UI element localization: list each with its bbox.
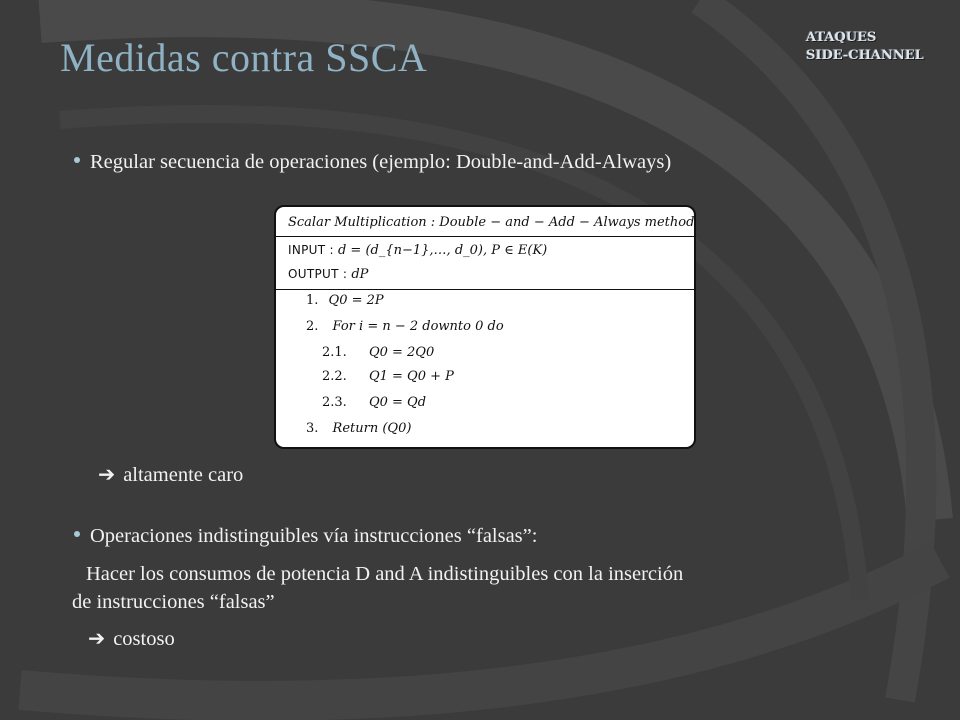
algo-output xyxy=(288,267,368,282)
right-arrow-icon: ➔ xyxy=(98,462,116,486)
algo-step-text: For i = n − 2 downto 0 do xyxy=(332,319,504,334)
algo-step-text: Q0 = 2Q0 xyxy=(368,345,435,360)
section-tag-line2: SIDE-CHANNEL xyxy=(806,48,924,63)
result-text: altamente caro xyxy=(123,464,244,486)
algo-step-number: 1. xyxy=(306,293,319,308)
algo-step-1 xyxy=(306,293,384,308)
bullet-dummy-instructions xyxy=(74,525,537,548)
bullet-text: Regular secuencia de operaciones (ejemplo: Double-and-Add-Always) xyxy=(90,151,672,173)
section-tag-line1: ATAQUES xyxy=(806,30,877,45)
result-text: costoso xyxy=(113,628,175,650)
algo-step-2-1 xyxy=(322,345,434,360)
algo-divider-2 xyxy=(276,289,694,290)
bullet-regular-sequence xyxy=(74,151,671,174)
algo-step-number: 2. xyxy=(306,319,319,334)
result-costly xyxy=(88,626,175,651)
slide-title: Medidas contra SSCA xyxy=(60,35,428,80)
algo-step-number: 3. xyxy=(306,421,319,436)
paragraph-line-1: Hacer los consumos de potencia D and A indistinguibles con la inserción xyxy=(86,563,684,585)
right-arrow-icon: ➔ xyxy=(88,626,106,650)
algo-output-label: OUTPUT : xyxy=(288,267,348,281)
algo-step-number: 2.2. xyxy=(322,369,347,384)
algo-step-text: Q0 = 2P xyxy=(328,293,384,308)
algo-input-label: INPUT : xyxy=(288,243,334,257)
algo-output-expr: dP xyxy=(351,267,369,282)
result-expensive xyxy=(98,462,243,487)
algo-step-3 xyxy=(306,421,411,436)
algo-header: Scalar Multiplication : Double − and − Add − Always method xyxy=(288,215,695,230)
algo-step-2-2 xyxy=(322,369,454,384)
bullet-dot-icon xyxy=(74,157,80,163)
bullet-dot-icon xyxy=(74,531,80,537)
algorithm-box xyxy=(274,205,696,449)
bullet-text: Operaciones indistinguibles vía instrucciones “falsas”: xyxy=(90,525,538,547)
algo-step-text: Q1 = Q0 + P xyxy=(368,369,454,384)
algo-input-expr: d = (d_{n−1},…, d_0), P ∈ E(K) xyxy=(337,243,548,258)
algo-step-number: 2.1. xyxy=(322,345,347,360)
algo-divider-1 xyxy=(276,236,694,237)
algo-step-2 xyxy=(306,319,504,334)
section-tag xyxy=(806,29,924,65)
algo-step-text: Q0 = Qd xyxy=(368,395,427,410)
algo-step-text: Return (Q0) xyxy=(332,421,412,436)
algo-step-number: 2.3. xyxy=(322,395,347,410)
algo-step-2-3 xyxy=(322,395,426,410)
paragraph-line-2: de instrucciones “falsas” xyxy=(72,591,275,613)
algo-input xyxy=(288,243,547,258)
